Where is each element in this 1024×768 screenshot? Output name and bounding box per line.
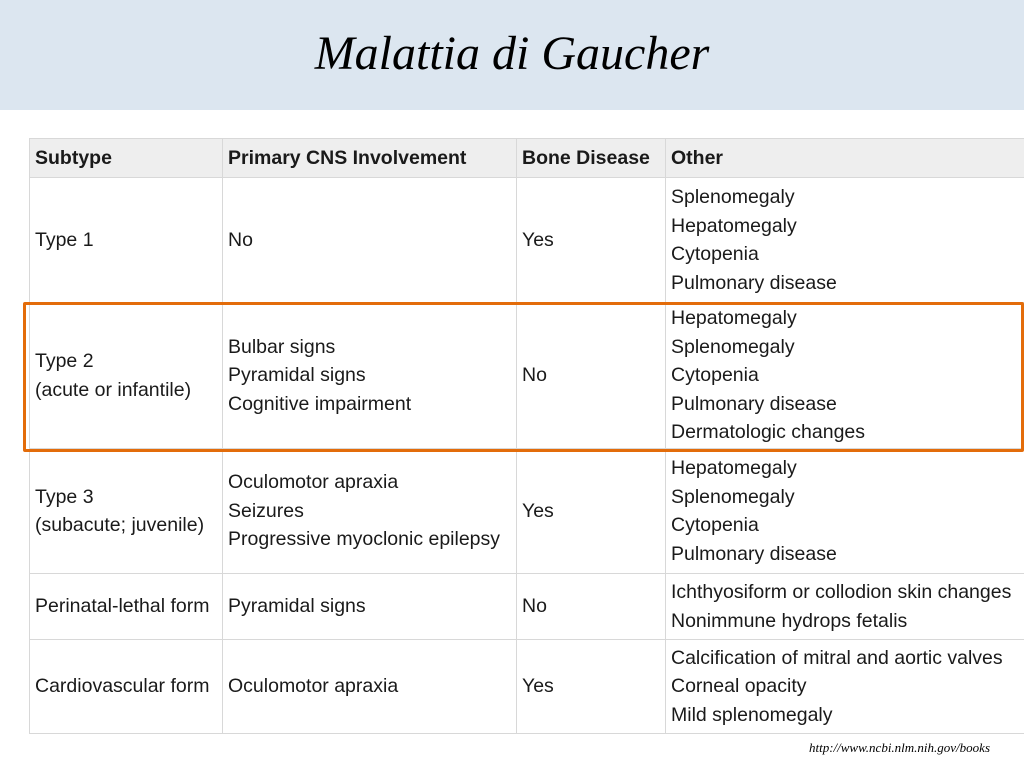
cell-cns: [223, 303, 517, 449]
cns-line: Oculomotor apraxia: [228, 675, 399, 698]
cell-subtype: [30, 574, 223, 640]
cell-cns: [223, 640, 517, 734]
other-line: Splenomegaly: [671, 186, 795, 208]
cell-bone: No: [517, 574, 666, 640]
subtype-line: Type 3: [35, 485, 94, 508]
cell-bone: Yes: [517, 640, 666, 734]
cell-cns: [223, 178, 517, 303]
table-row-type-1: [30, 178, 1024, 303]
gaucher-subtype-table: [29, 138, 1024, 734]
cns-line: Oculomotor apraxia: [228, 471, 399, 494]
cell-cns: [223, 449, 517, 574]
other-line: Calcification of mitral and aortic valves: [671, 646, 1003, 669]
cns-line: Bulbar signs: [228, 335, 336, 358]
subtype-qualifier: (subacute; juvenile): [35, 514, 205, 536]
subtype-line: Cardiovascular form: [35, 675, 210, 698]
source-citation: http://www.ncbi.nlm.nih.gov/books: [808, 740, 990, 755]
table-row-type-3: [30, 449, 1024, 574]
slide-title: Malattia di Gaucher: [314, 27, 710, 80]
other-line: Cytopenia: [671, 243, 759, 265]
other-line: Corneal opacity: [671, 675, 807, 698]
cns-line: Cognitive impairment: [228, 392, 412, 415]
subtype-line: Type 1: [35, 228, 94, 251]
other-line: Hepatomegaly: [671, 457, 797, 479]
subtype-qualifier: (acute or infantile): [35, 378, 192, 401]
other-line: Pulmonary disease: [671, 392, 837, 415]
other-line: Cytopenia: [671, 514, 759, 536]
other-line: Nonimmune hydrops fetalis: [671, 609, 908, 632]
other-line: Hepatomegaly: [671, 214, 797, 237]
header-cns-involvement: Primary CNS Involvement: [223, 139, 517, 178]
cell-cns: [223, 574, 517, 640]
other-line: Pulmonary disease: [671, 542, 837, 565]
other-line: Pulmonary disease: [671, 271, 837, 294]
cell-other: [666, 303, 1024, 449]
table-row-type-2: [30, 303, 1024, 449]
header-subtype: Subtype: [30, 139, 223, 178]
cell-subtype: [30, 303, 223, 449]
cell-bone: Yes: [517, 449, 666, 574]
other-line: Hepatomegaly: [671, 307, 797, 330]
table-row-cardiovascular: [30, 640, 1024, 734]
cns-line: Pyramidal signs: [228, 364, 366, 387]
cell-bone: No: [517, 303, 666, 449]
cns-line: Pyramidal signs: [228, 595, 366, 618]
cell-subtype: [30, 640, 223, 734]
table-row-perinatal-lethal: [30, 574, 1024, 640]
subtype-line: Perinatal-lethal form: [35, 595, 210, 618]
other-line: Dermatologic changes: [671, 421, 866, 444]
other-line: Mild splenomegaly: [671, 703, 833, 726]
cns-line: Progressive myoclonic epilepsy: [228, 528, 501, 551]
cell-bone: Yes: [517, 178, 666, 303]
cell-other: [666, 574, 1024, 640]
cell-subtype: [30, 449, 223, 574]
cell-subtype: [30, 178, 223, 303]
header-bone-disease: Bone Disease: [517, 139, 666, 178]
other-line: Cytopenia: [671, 364, 759, 387]
cns-line: Seizures: [228, 499, 304, 522]
cell-other: [666, 640, 1024, 734]
cns-line: No: [228, 228, 253, 251]
cell-other: [666, 449, 1024, 574]
cell-other: [666, 178, 1024, 303]
table-header-row: [30, 139, 1024, 178]
other-line: Splenomegaly: [671, 335, 795, 358]
subtype-line: Type 2: [35, 350, 94, 372]
other-line: Splenomegaly: [671, 485, 795, 508]
other-line: Ichthyosiform or collodion skin changes: [671, 581, 1012, 603]
header-other: Other: [666, 139, 1024, 178]
